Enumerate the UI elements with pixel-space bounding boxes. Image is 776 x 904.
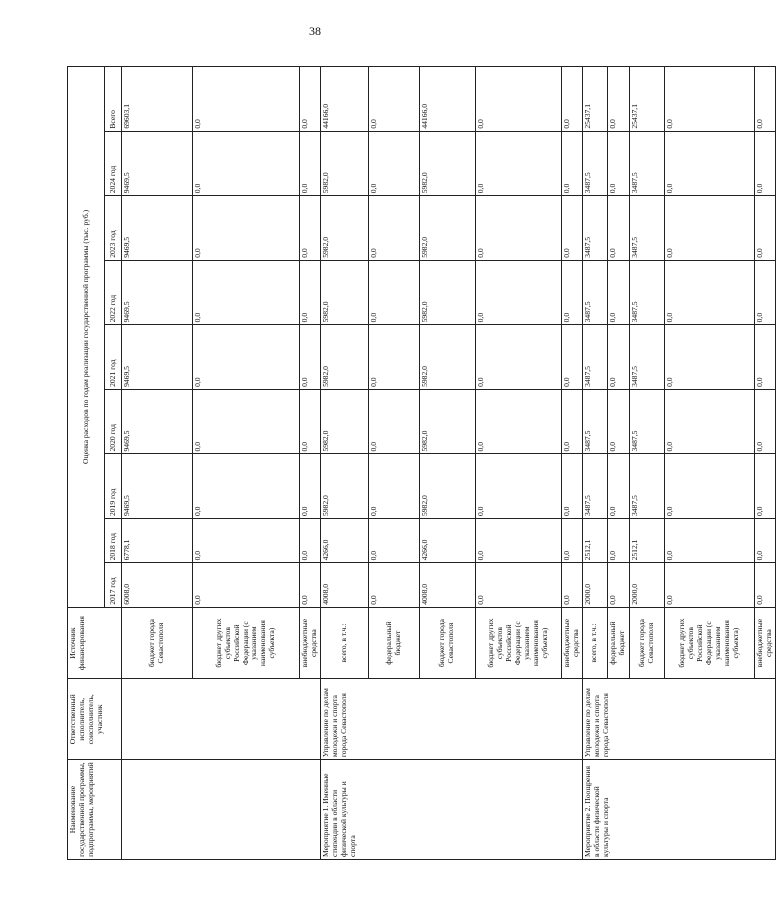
table-row (122, 67, 193, 860)
value-cell: 0,0 (664, 260, 754, 325)
value-cell: 0,0 (607, 196, 629, 261)
value-cell: 0,0 (607, 454, 629, 519)
value-cell: 0,0 (664, 131, 754, 196)
value-cell: 5982,0 (320, 325, 368, 390)
value-cell: 0,0 (561, 563, 582, 607)
value-cell: 0,0 (664, 325, 754, 390)
program-name-cell: Мероприятие 1. Именные стипендии в области физической культуры и спорта (320, 760, 582, 860)
funding-source-cell: всего, в т.ч.: (320, 607, 368, 679)
value-cell: 0,0 (193, 260, 300, 325)
value-cell: 0,0 (664, 389, 754, 454)
header-year: 2024 год (105, 131, 122, 196)
rotated-page-content (67, 66, 773, 860)
value-cell: 3487,5 (582, 389, 607, 454)
value-cell: 0,0 (561, 389, 582, 454)
value-cell: 3487,5 (629, 454, 664, 519)
funding-source-cell: федеральный бюджет (607, 607, 629, 679)
value-cell: 4008,0 (320, 563, 368, 607)
value-cell: 0,0 (475, 260, 561, 325)
header-program-name: Наименование государственной программы, подпрограммы, мероприятий (68, 760, 122, 860)
header-year: 2020 год (105, 389, 122, 454)
value-cell: 0,0 (754, 325, 775, 390)
value-cell: 0,0 (754, 67, 775, 132)
program-name-cell (122, 760, 321, 860)
value-cell: 0,0 (754, 454, 775, 519)
value-cell: 0,0 (368, 131, 419, 196)
value-cell: 0,0 (300, 196, 321, 261)
value-cell: 2000,0 (629, 563, 664, 607)
value-cell: 0,0 (664, 196, 754, 261)
value-cell: 3487,5 (582, 454, 607, 519)
value-cell: 0,0 (475, 325, 561, 390)
value-cell: 0,0 (193, 563, 300, 607)
value-cell: 0,0 (300, 454, 321, 519)
value-cell: 0,0 (607, 131, 629, 196)
value-cell: 0,0 (300, 325, 321, 390)
value-cell: 0,0 (664, 454, 754, 519)
header-year: 2022 год (105, 260, 122, 325)
executor-cell (122, 679, 321, 760)
value-cell: 0,0 (754, 519, 775, 563)
value-cell: 0,0 (754, 196, 775, 261)
value-cell: 0,0 (664, 67, 754, 132)
value-cell: 5982,0 (320, 454, 368, 519)
value-cell: 3487,5 (629, 196, 664, 261)
funding-source-cell: бюджет города Севастополя (629, 607, 664, 679)
value-cell: 5982,0 (419, 131, 475, 196)
value-cell: 3487,5 (582, 196, 607, 261)
value-cell: 5982,0 (320, 389, 368, 454)
value-cell: 5982,0 (320, 131, 368, 196)
value-cell: 2000,0 (582, 563, 607, 607)
value-cell: 0,0 (561, 325, 582, 390)
executor-cell: Управление по делам молодежи и спорта города Севастополя (582, 679, 775, 760)
header-executor: Ответственный исполнитель, соисполнитель, участник (68, 679, 122, 760)
value-cell: 4266,0 (419, 519, 475, 563)
value-cell: 0,0 (193, 389, 300, 454)
value-cell: 9469,5 (122, 260, 193, 325)
value-cell: 0,0 (607, 563, 629, 607)
value-cell: 5982,0 (320, 260, 368, 325)
value-cell: 3487,5 (629, 260, 664, 325)
value-cell: 9469,5 (122, 389, 193, 454)
value-cell: 0,0 (754, 260, 775, 325)
value-cell: 0,0 (475, 389, 561, 454)
value-cell: 0,0 (664, 519, 754, 563)
value-cell: 0,0 (607, 325, 629, 390)
value-cell: 0,0 (561, 67, 582, 132)
value-cell: 5982,0 (419, 325, 475, 390)
value-cell: 5982,0 (419, 454, 475, 519)
value-cell: 0,0 (193, 131, 300, 196)
value-cell: 3487,5 (629, 131, 664, 196)
value-cell: 3487,5 (582, 260, 607, 325)
value-cell: 9469,5 (122, 325, 193, 390)
value-cell: 5982,0 (419, 260, 475, 325)
value-cell: 69603,1 (122, 67, 193, 132)
value-cell: 44166,0 (419, 67, 475, 132)
value-cell: 3487,5 (582, 131, 607, 196)
value-cell: 2512,1 (582, 519, 607, 563)
value-cell: 0,0 (607, 519, 629, 563)
funding-source-cell: всего, в т.ч.: (582, 607, 607, 679)
value-cell: 9469,5 (122, 454, 193, 519)
program-name-cell: Мероприятие 2. Поощрения в области физической культуры и спорта (582, 760, 775, 860)
table-row (582, 67, 607, 860)
value-cell: 0,0 (300, 563, 321, 607)
value-cell: 25437,1 (629, 67, 664, 132)
value-cell: 0,0 (193, 454, 300, 519)
value-cell: 0,0 (607, 389, 629, 454)
value-cell: 0,0 (368, 519, 419, 563)
value-cell: 0,0 (300, 389, 321, 454)
value-cell: 0,0 (300, 67, 321, 132)
value-cell: 0,0 (475, 519, 561, 563)
value-cell: 0,0 (561, 260, 582, 325)
value-cell: 0,0 (368, 260, 419, 325)
value-cell: 3487,5 (629, 389, 664, 454)
value-cell: 0,0 (368, 563, 419, 607)
value-cell: 0,0 (368, 454, 419, 519)
value-cell: 5982,0 (419, 196, 475, 261)
funding-source-cell: федеральный бюджет (368, 607, 419, 679)
value-cell: 3487,5 (629, 325, 664, 390)
value-cell: 0,0 (754, 563, 775, 607)
value-cell: 6778,1 (122, 519, 193, 563)
value-cell: 2512,1 (629, 519, 664, 563)
value-cell: 0,0 (300, 519, 321, 563)
value-cell: 0,0 (193, 196, 300, 261)
funding-source-cell: бюджет города Севастополя (122, 607, 193, 679)
value-cell: 0,0 (561, 196, 582, 261)
funding-source-cell: бюджет города Севастополя (419, 607, 475, 679)
value-cell: 0,0 (368, 67, 419, 132)
executor-cell: Управление по делам молодежи и спорта города Севастополя (320, 679, 582, 760)
value-cell: 0,0 (193, 325, 300, 390)
funding-source-cell: внебюджетные средства (561, 607, 582, 679)
funding-source-cell: бюджет других субъектов Российской Федерации (с указанием наименования субъекта) (664, 607, 754, 679)
header-year: 2018 год (105, 519, 122, 563)
page-number: 38 (309, 24, 321, 38)
header-estimate: Оценка расходов по годам реализации государственной программы (тыс. руб.) (68, 67, 105, 608)
value-cell: 0,0 (368, 389, 419, 454)
value-cell: 0,0 (475, 563, 561, 607)
value-cell: 0,0 (368, 196, 419, 261)
value-cell: 0,0 (561, 454, 582, 519)
value-cell: 0,0 (607, 260, 629, 325)
value-cell: 5982,0 (419, 389, 475, 454)
value-cell: 0,0 (193, 67, 300, 132)
value-cell: 0,0 (754, 131, 775, 196)
value-cell: 0,0 (300, 260, 321, 325)
header-year: Всего (105, 67, 122, 132)
value-cell: 0,0 (561, 131, 582, 196)
value-cell: 6008,0 (122, 563, 193, 607)
value-cell: 5982,0 (320, 196, 368, 261)
value-cell: 0,0 (475, 131, 561, 196)
value-cell: 0,0 (754, 389, 775, 454)
funding-source-cell: бюджет других субъектов Российской Федерации (с указанием наименования субъекта) (193, 607, 300, 679)
value-cell: 0,0 (300, 131, 321, 196)
value-cell: 0,0 (475, 454, 561, 519)
header-year: 2019 год (105, 454, 122, 519)
header-year: 2023 год (105, 196, 122, 261)
funding-source-cell: бюджет других субъектов Российской Федерации (с указанием наименования субъекта) (475, 607, 561, 679)
value-cell: 0,0 (193, 519, 300, 563)
value-cell: 44166,0 (320, 67, 368, 132)
value-cell: 0,0 (475, 196, 561, 261)
value-cell: 4266,0 (320, 519, 368, 563)
value-cell: 0,0 (664, 563, 754, 607)
value-cell: 0,0 (475, 67, 561, 132)
header-funding-source: Источник финансирования (68, 607, 122, 679)
funding-source-cell: внебюджетные средства (754, 607, 775, 679)
value-cell: 0,0 (561, 519, 582, 563)
funding-source-cell: внебюджетные средства (300, 607, 321, 679)
value-cell: 25437,1 (582, 67, 607, 132)
value-cell: 9469,5 (122, 131, 193, 196)
value-cell: 0,0 (607, 67, 629, 132)
header-year: 2017 год (105, 563, 122, 607)
value-cell: 0,0 (368, 325, 419, 390)
value-cell: 9469,5 (122, 196, 193, 261)
value-cell: 3487,5 (582, 325, 607, 390)
expenditure-table (67, 66, 776, 860)
table-row (320, 67, 368, 860)
value-cell: 4008,0 (419, 563, 475, 607)
header-year: 2021 год (105, 325, 122, 390)
